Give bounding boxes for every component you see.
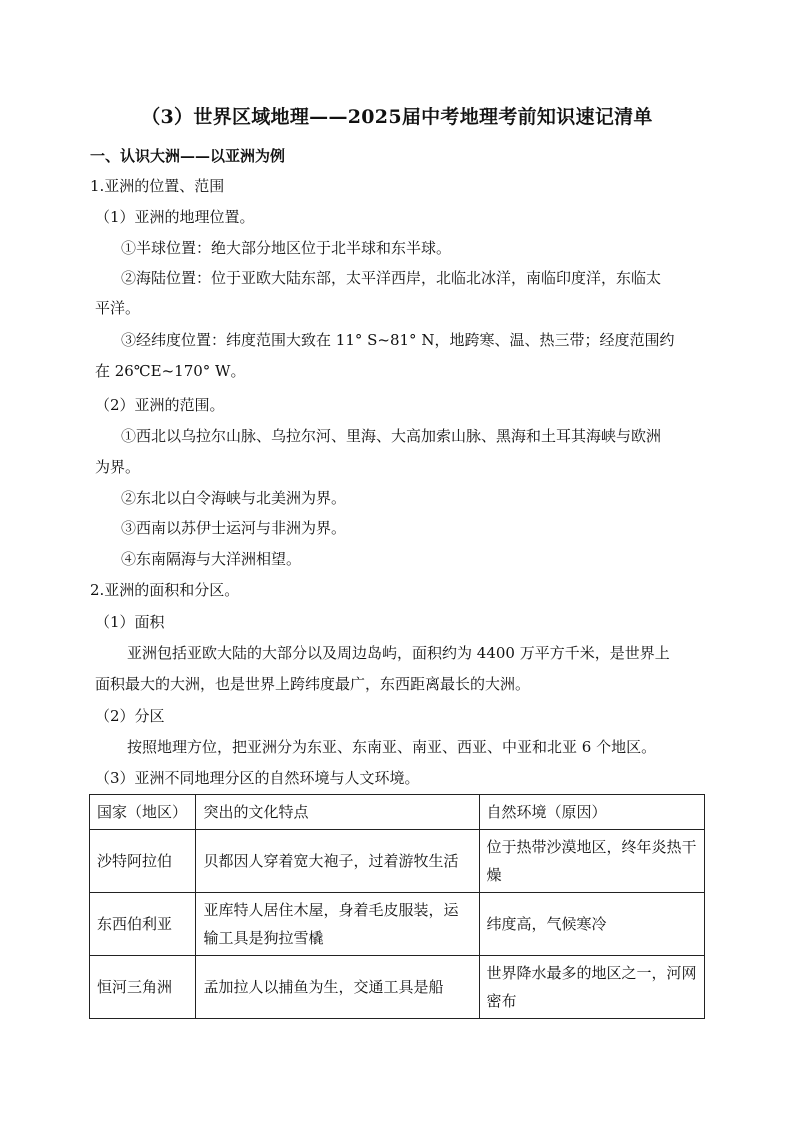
part-heading: （2）亚洲的范围。: [95, 396, 225, 414]
table-header-cell: 突出的文化特点: [196, 795, 479, 830]
table-cell-nature: 纬度高，气候寒冷: [479, 893, 705, 956]
table-header-row: [90, 795, 705, 830]
section-heading: 一、认识大洲——以亚洲为例: [90, 147, 286, 165]
list-item: ①西北以乌拉尔山脉、乌拉尔河、里海、大高加索山脉、黑海和土耳其海峡与欧洲: [121, 427, 662, 445]
part-heading: （1）面积: [95, 613, 165, 631]
list-item-continuation: 为界。: [95, 458, 141, 476]
table-row: [90, 893, 705, 956]
table-cell-region: 沙特阿拉伯: [90, 830, 196, 893]
list-item: ②东北以白令海峡与北美洲为界。: [121, 489, 347, 507]
table-cell-region: 东西伯利亚: [90, 893, 196, 956]
part-heading: （3）亚洲不同地理分区的自然环境与人文环境。: [95, 769, 420, 787]
paragraph-line: 面积最大的大洲，也是世界上跨纬度最广，东西距离最长的大洲。: [95, 675, 531, 693]
page-title: （3）世界区域地理——2025届中考地理考前知识速记清单: [141, 106, 653, 128]
list-item: ④东南隔海与大洋洲相望。: [121, 550, 302, 568]
table-cell-culture: 孟加拉人以捕鱼为生，交通工具是船: [196, 956, 479, 1019]
table-header-cell: 自然环境（原因）: [479, 795, 705, 830]
list-item: ③西南以苏伊士运河与非洲为界。: [121, 519, 347, 537]
table-cell-nature: 位于热带沙漠地区，终年炎热干燥: [479, 830, 705, 893]
list-item: ②海陆位置：位于亚欧大陆东部，太平洋西岸，北临北冰洋，南临印度洋，东临太: [121, 269, 662, 287]
part-heading: （1）亚洲的地理位置。: [95, 208, 255, 226]
paragraph-line: 亚洲包括亚欧大陆的大部分以及周边岛屿，面积约为 4400 万平方千米，是世界上: [127, 644, 670, 662]
subsection-heading: 1.亚洲的位置、范围: [90, 177, 225, 195]
list-item-continuation: 在 26℃E~170° W。: [95, 362, 246, 380]
table-cell-culture: 亚库特人居住木屋，身着毛皮服装，运输工具是狗拉雪橇: [196, 893, 479, 956]
region-table: [89, 794, 705, 1019]
table-row: [90, 956, 705, 1019]
part-heading: （2）分区: [95, 707, 165, 725]
list-item-continuation: 平洋。: [95, 299, 141, 317]
list-item: ③经纬度位置：纬度范围大致在 11° S~81° N，地跨寒、温、热三带；经度范围约: [121, 331, 675, 349]
table-cell-nature: 世界降水最多的地区之一，河网密布: [479, 956, 705, 1019]
table-header-cell: 国家（地区）: [90, 795, 196, 830]
list-item: ①半球位置：绝大部分地区位于北半球和东半球。: [121, 239, 452, 257]
paragraph-line: 按照地理方位，把亚洲分为东亚、东南亚、南亚、西亚、中亚和北亚 6 个地区。: [127, 738, 657, 756]
subsection-heading: 2.亚洲的面积和分区。: [90, 581, 240, 599]
table-row: [90, 830, 705, 893]
table-cell-region: 恒河三角洲: [90, 956, 196, 1019]
table-cell-culture: 贝都因人穿着宽大袍子，过着游牧生活: [196, 830, 479, 893]
